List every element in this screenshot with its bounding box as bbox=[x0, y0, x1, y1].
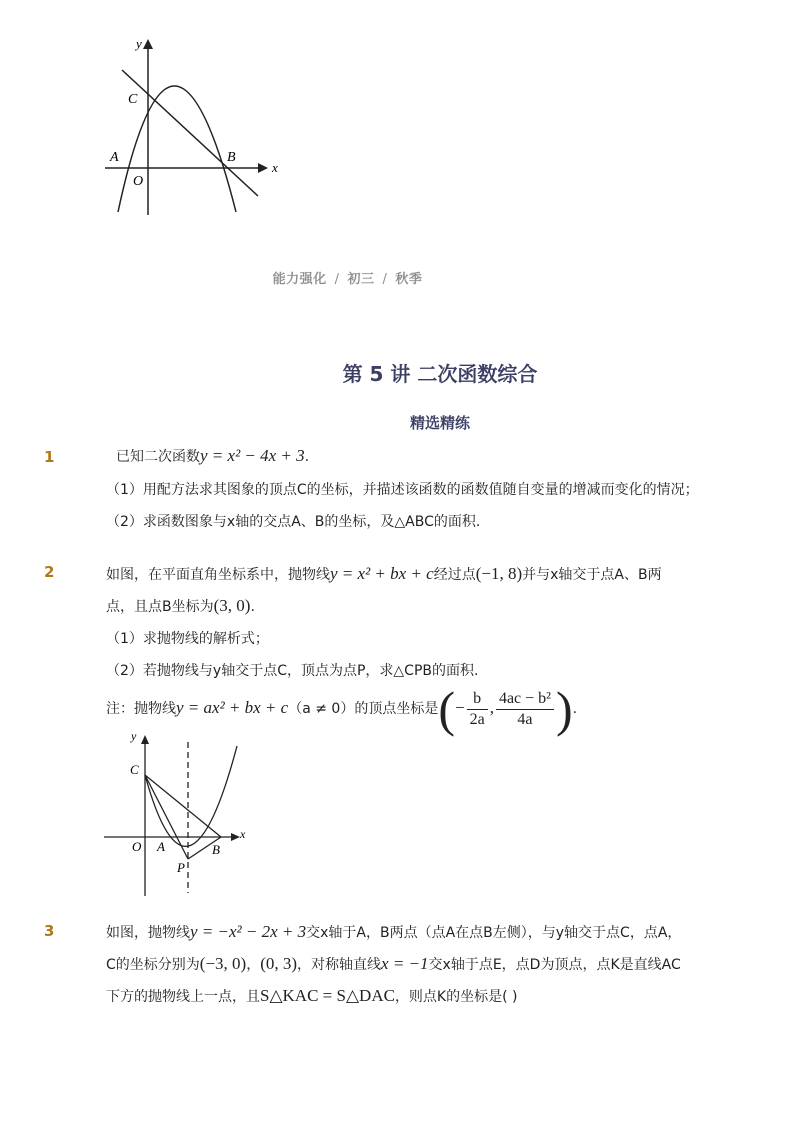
q2-note-math: y = ax² + bx + c bbox=[176, 698, 289, 717]
breadcrumb-item: 秋季 bbox=[395, 272, 423, 287]
denominator: 4a bbox=[517, 710, 533, 728]
q3-text: C的坐标分别为 bbox=[106, 957, 200, 973]
label-b: B bbox=[212, 842, 220, 857]
q3-line-3 bbox=[106, 986, 518, 1007]
q2-note-end: . bbox=[572, 701, 578, 717]
label-c: C bbox=[128, 92, 138, 107]
question-number: 1 bbox=[44, 448, 55, 466]
q1-stem-math: y = x² − 4x + 3 bbox=[200, 446, 305, 465]
numerator: b bbox=[467, 689, 488, 710]
figure-2-parabola bbox=[100, 728, 260, 898]
label-y: y bbox=[136, 36, 142, 51]
breadcrumb-item: 能力强化 bbox=[272, 272, 327, 287]
q2-part-1: （1）求抛物线的解析式； bbox=[106, 631, 269, 647]
label-x: x bbox=[240, 827, 246, 841]
q2-text: 并与x轴交于点A、B两 bbox=[522, 567, 662, 583]
label-c: C bbox=[130, 762, 139, 777]
q2-line-1 bbox=[106, 564, 662, 585]
q3-math: y = −x² − 2x + 3 bbox=[190, 922, 307, 941]
paren-right: ) bbox=[555, 681, 573, 737]
line-cp bbox=[145, 775, 188, 859]
x-axis-arrow bbox=[258, 163, 268, 173]
q1-part-2: （2）求函数图象与x轴的交点A、B的坐标，及△ABC的面积. bbox=[106, 514, 481, 530]
page-title: 第 5 讲 二次函数综合 bbox=[342, 362, 538, 386]
q3-text: ，对称轴直线 bbox=[297, 957, 382, 973]
q3-point: (−3, 0) bbox=[199, 954, 247, 973]
fraction bbox=[467, 689, 488, 730]
q2-text: . bbox=[250, 599, 255, 615]
q2-line-2 bbox=[106, 596, 255, 617]
q2-part-2: （2）若抛物线与y轴交于点C，顶点为点P，求△CPB的面积. bbox=[106, 663, 479, 679]
label-a: A bbox=[110, 150, 119, 165]
q2-note-text: 的顶点坐标是 bbox=[354, 701, 439, 717]
label-a: A bbox=[157, 839, 165, 854]
label-y: y bbox=[131, 729, 137, 743]
q3-math: x = −1 bbox=[381, 954, 429, 973]
y-axis-arrow bbox=[143, 39, 153, 49]
breadcrumb-item: 初三 bbox=[347, 272, 375, 287]
q3-line-2 bbox=[106, 954, 681, 975]
label-x: x bbox=[272, 160, 278, 175]
question-number: 2 bbox=[44, 563, 55, 581]
breadcrumb bbox=[0, 268, 695, 287]
q2-point: (3, 0) bbox=[213, 596, 251, 615]
line-cb bbox=[145, 775, 221, 837]
paren-left: ( bbox=[438, 681, 455, 737]
q2-text: 点，且点B坐标为 bbox=[106, 599, 214, 615]
q3-math: S△KAC = S△DAC bbox=[260, 986, 395, 1005]
parabola-curve bbox=[145, 746, 237, 846]
section-subtitle: 精选精练 bbox=[409, 414, 470, 432]
q3-text: 交x轴于A，B两点（点A在点B左侧），与y轴交于点C，点A， bbox=[306, 925, 682, 941]
q2-note-cond: （a ≠ 0） bbox=[288, 701, 355, 717]
q2-note bbox=[106, 681, 578, 737]
breadcrumb-sep: / bbox=[334, 272, 340, 287]
x-axis-arrow bbox=[231, 833, 240, 841]
q2-text: 经过点 bbox=[433, 567, 476, 583]
q3-text: 交x轴于点E，点D为顶点，点K是直线AC bbox=[428, 957, 681, 973]
label-o: O bbox=[132, 839, 142, 854]
q3-text: 如图，抛物线 bbox=[106, 925, 190, 941]
comma: , bbox=[489, 698, 494, 717]
minus-sign: − bbox=[454, 698, 465, 717]
question-number: 3 bbox=[44, 922, 55, 940]
numerator: 4ac − b² bbox=[496, 689, 554, 710]
q1-stem bbox=[116, 446, 309, 467]
q3-line-1 bbox=[106, 922, 681, 943]
label-o: O bbox=[133, 174, 144, 189]
q2-text: 如图，在平面直角坐标系中，抛物线 bbox=[106, 567, 330, 583]
q3-text: ， bbox=[246, 957, 261, 973]
figure-1-parabola bbox=[100, 30, 300, 220]
label-p: P bbox=[177, 860, 185, 875]
breadcrumb-sep: / bbox=[382, 272, 388, 287]
q2-point: (−1, 8) bbox=[475, 564, 523, 583]
fraction bbox=[496, 689, 554, 730]
label-b: B bbox=[227, 150, 236, 165]
q2-math: y = x² + bx + c bbox=[330, 564, 434, 583]
q1-stem-text: 已知二次函数 bbox=[116, 449, 200, 465]
q3-text: 下方的抛物线上一点，且 bbox=[106, 989, 260, 1005]
y-axis-arrow bbox=[141, 735, 149, 744]
q1-stem-end: . bbox=[304, 449, 310, 465]
denominator: 2a bbox=[469, 710, 485, 728]
q1-part-1: （1）用配方法求其图象的顶点C的坐标，并描述该函数的函数值随自变量的增减而变化的情况； bbox=[106, 482, 699, 498]
q3-point: (0, 3) bbox=[260, 954, 298, 973]
q3-text: ，则点K的坐标是( ) bbox=[394, 989, 518, 1005]
q2-note-text: 注：抛物线 bbox=[106, 701, 176, 717]
